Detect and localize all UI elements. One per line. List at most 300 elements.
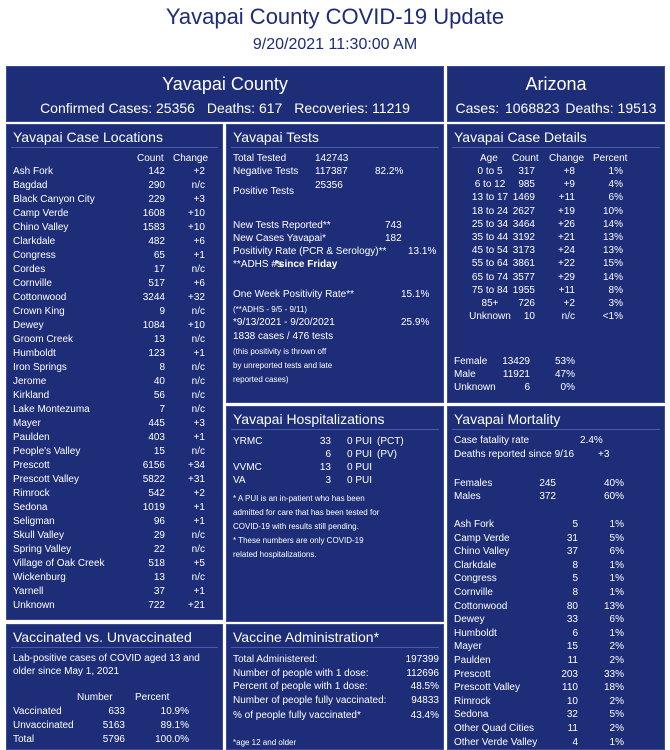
mort-location-count: 31 (566, 532, 578, 544)
location-count: 445 (148, 418, 165, 429)
new-cases-value: 182 (385, 233, 402, 244)
location-row (7, 585, 222, 599)
location-change: n/c (191, 180, 205, 191)
location-change: n/c (191, 530, 205, 541)
mort-location-name: Clarkdale (454, 559, 497, 571)
week-positivity-value: 15.1% (401, 289, 430, 300)
mort-sex-count: 245 (539, 478, 556, 489)
location-row (7, 529, 222, 543)
location-count: 17 (153, 264, 165, 275)
vaccine-admin-row (227, 667, 443, 681)
mort-location-count: 110 (562, 682, 578, 694)
location-count: 518 (148, 558, 165, 569)
cfr-row (448, 434, 664, 448)
sex-percent: 53% (554, 356, 575, 367)
age-row (448, 297, 664, 311)
location-name: Prescott Valley (13, 474, 79, 485)
location-row (7, 207, 222, 221)
location-change: n/c (191, 446, 205, 457)
mort-location-name: Chino Valley (454, 546, 510, 558)
location-count: 9 (159, 306, 165, 317)
deaths-since-label: Deaths reported since 9/16 (454, 449, 575, 460)
hospital-row (227, 474, 443, 488)
age-percent: 13% (602, 245, 623, 257)
location-name: Lake Montezuma (13, 404, 90, 415)
sex-count: 11921 (502, 369, 530, 380)
positivity-note-2 (227, 359, 443, 373)
mort-location-count: 80 (566, 600, 578, 612)
case-details-header (448, 152, 664, 166)
hospitalizations-title: Yavapai Hospitalizations (231, 407, 439, 430)
case-locations-header (7, 152, 222, 166)
mort-location-percent: 33% (603, 668, 624, 680)
age-count: 1469 (512, 192, 535, 204)
location-name: Rimrock (13, 488, 50, 499)
location-name: Yarnell (13, 586, 44, 597)
mort-location-count: 4 (572, 736, 578, 748)
col-number: Number (77, 692, 113, 703)
age-count: 3861 (512, 258, 535, 270)
age-row (448, 218, 664, 232)
location-change: +10 (188, 320, 205, 331)
mort-location-percent: 1% (609, 519, 624, 530)
hospital-pui: 0 PUI (347, 449, 373, 460)
location-name: Village of Oak Creek (13, 558, 105, 569)
location-change: +2 (193, 488, 205, 499)
location-count: 3244 (142, 292, 165, 303)
location-name: Camp Verde (13, 208, 69, 219)
adhs-note: **ADHS #s (233, 259, 282, 270)
location-row (7, 193, 222, 207)
mort-location-count: 11 (567, 723, 578, 734)
vax-vs-desc-text-2: older since May 1, 2021 (13, 666, 120, 677)
location-name: Cottonwood (13, 292, 67, 303)
new-tests-value: 743 (385, 220, 402, 231)
mortality-location-row (448, 708, 664, 722)
sex-row (448, 368, 664, 382)
mort-location-percent: 1% (609, 587, 624, 598)
location-count: 542 (148, 488, 165, 499)
new-tests-row (227, 219, 443, 233)
location-name: People's Valley (13, 446, 81, 457)
location-row (7, 333, 222, 347)
location-change: +1 (193, 586, 205, 597)
admin-label: Total Administered: (233, 654, 318, 665)
location-count: 8 (159, 362, 165, 373)
location-change: +10 (188, 208, 205, 219)
location-count: 65 (153, 250, 165, 261)
vax-vs-row (7, 719, 222, 733)
vax-vs-desc-2 (7, 665, 222, 679)
mort-sex-label: Females (454, 478, 493, 489)
mort-location-count: 32 (566, 709, 578, 721)
location-change: +5 (193, 558, 205, 569)
location-change: n/c (191, 376, 205, 387)
vax-vs-unvax-panel (6, 624, 223, 750)
location-name: Skull Valley (13, 530, 64, 541)
week-range: (**ADHS - 9/5 - 9/11) (233, 305, 308, 314)
age-count: 2627 (512, 205, 535, 217)
mortality-location-row (448, 668, 664, 682)
positivity-note-text-1: (this positivity is thrown off (233, 347, 327, 356)
county-totals (7, 99, 443, 117)
new-tests-label: New Tests Reported** (233, 220, 331, 231)
vax-status: Vaccinated (13, 706, 62, 717)
vax-vs-header (7, 691, 222, 705)
location-name: Mayer (13, 418, 41, 429)
location-count: 1019 (142, 502, 165, 513)
mort-location-name: Paulden (454, 655, 491, 666)
positivity-rate-label: Positivity Rate (PCR & Serology)** (233, 246, 387, 257)
hospital-count: 33 (319, 436, 331, 447)
case-details-title: Yavapai Case Details (452, 125, 660, 148)
col-change: Change (173, 153, 209, 164)
age-change: +11 (558, 192, 575, 204)
page-title: Yavapai County COVID-19 Update (165, 4, 505, 29)
admin-label: % of people fully vaccinated* (233, 710, 361, 721)
location-name: Crown King (13, 306, 65, 317)
admin-label: Number of people fully vaccinated: (233, 694, 387, 706)
location-row (7, 417, 222, 431)
location-name: Chino Valley (13, 222, 69, 233)
mortality-location-row (448, 559, 664, 573)
location-count: 56 (153, 390, 165, 401)
age-count: 3173 (512, 245, 535, 257)
sex-percent: 0% (560, 382, 575, 393)
total-tested-row (227, 152, 443, 166)
positivity-note-1 (227, 345, 443, 359)
hospital-name: VVMC (233, 462, 262, 473)
mortality-location-row (448, 572, 664, 586)
pui-note-3 (227, 520, 443, 534)
week-range-row (227, 303, 443, 317)
mort-location-name: Dewey (454, 614, 485, 626)
admin-value: 197399 (405, 654, 439, 665)
location-row (7, 557, 222, 571)
location-name: Prescott (13, 460, 50, 471)
negative-tests-label: Negative Tests (233, 166, 299, 177)
location-row (7, 319, 222, 333)
mort-location-name: Camp Verde (454, 532, 510, 544)
location-row (7, 515, 222, 529)
deaths-label: Deaths: (206, 100, 256, 116)
location-change: +1 (193, 432, 205, 443)
age-count: 10 (523, 311, 535, 323)
location-count: 482 (148, 236, 165, 247)
location-change: n/c (191, 572, 205, 583)
new-cases-label: New Cases Yavapai* (233, 233, 327, 244)
sex-count: 13429 (502, 356, 530, 367)
mort-location-name: Other Quad Cities (454, 723, 535, 734)
location-name: Humboldt (13, 348, 56, 359)
vax-number: 5796 (102, 734, 125, 745)
confirmed-label: Confirmed Cases: (40, 100, 153, 116)
vax-number: 633 (108, 706, 125, 717)
mort-location-name: Cottonwood (454, 600, 508, 612)
state-deaths-value: 19513 (617, 100, 657, 116)
admin-label: Number of people with 1 dose: (233, 667, 369, 679)
location-row (7, 179, 222, 193)
deaths-value: 617 (258, 100, 283, 116)
location-change: n/c (191, 334, 205, 345)
vax-percent: 10.9% (160, 706, 189, 717)
vax-number: 5163 (102, 720, 125, 731)
location-name: Sedona (13, 502, 48, 513)
age-change: +26 (558, 218, 575, 230)
age-change: +29 (558, 271, 575, 283)
location-name: Iron Springs (13, 362, 67, 373)
location-change: +10 (188, 222, 205, 233)
age-change: +24 (558, 245, 575, 257)
hospital-count: 13 (319, 462, 331, 473)
location-name: Ash Fork (13, 166, 54, 177)
age-percent: 6% (608, 192, 623, 204)
week-positivity-label: One Week Positivity Rate** (233, 289, 354, 300)
location-count: 229 (148, 194, 165, 205)
state-name: Arizona (525, 74, 587, 94)
since-friday-note: *since Friday (275, 259, 338, 270)
vax-status: Total (13, 734, 35, 745)
state-cases-label: Cases: (455, 100, 500, 116)
location-row (7, 347, 222, 361)
sex-label: Unknown (454, 382, 496, 393)
mortality-location-row (448, 600, 664, 614)
location-count: 1608 (142, 208, 165, 219)
location-row (7, 543, 222, 557)
mort-location-count: 203 (561, 668, 578, 680)
vax-vs-row (7, 705, 222, 719)
hospital-pui: 0 PUI (347, 475, 373, 486)
negative-tests-row (227, 165, 443, 179)
state-summary-panel (447, 66, 665, 122)
age-count: 3464 (512, 218, 535, 230)
location-row (7, 375, 222, 389)
location-row (7, 403, 222, 417)
vax-percent: 100.0% (155, 734, 189, 745)
vax-vs-unvax-title: Vaccinated vs. Unvaccinated (11, 625, 218, 648)
age-count: 1955 (512, 284, 535, 296)
age-percent: 10% (602, 205, 623, 217)
vaccine-admin-row (227, 653, 443, 667)
mort-location-count: 6 (572, 627, 578, 639)
mort-location-name: Humboldt (454, 627, 497, 639)
location-change: +3 (193, 418, 205, 429)
age-percent: <1% (602, 311, 623, 323)
update-datetime: 9/20/2021 11:30:00 AM (252, 36, 418, 53)
age-range: 45 to 54 (471, 245, 509, 257)
total-tested-label: Total Tested (233, 153, 287, 164)
mort-location-name: Prescott (454, 668, 491, 680)
range2-row (227, 316, 443, 330)
location-change: +1 (193, 250, 205, 261)
location-row (7, 431, 222, 445)
age-range: Unknown (469, 311, 511, 323)
county-summary-panel (6, 66, 444, 122)
location-change: +6 (193, 278, 205, 289)
location-row (7, 221, 222, 235)
age-change: +11 (558, 284, 575, 296)
age-range: 25 to 34 (471, 218, 509, 230)
mort-location-percent: 2% (609, 695, 624, 707)
location-count: 29 (153, 530, 165, 541)
location-count: 13 (153, 334, 165, 345)
mort-location-percent: 6% (609, 546, 624, 558)
location-row (7, 277, 222, 291)
hospital-row (227, 461, 443, 475)
hospital-row (227, 448, 443, 462)
adhs-note-row (227, 258, 443, 272)
age-change: +19 (558, 205, 575, 217)
mort-location-percent: 5% (609, 532, 624, 544)
mort-location-count: 8 (572, 559, 578, 571)
location-change: +1 (193, 348, 205, 359)
vaccine-admin-row (227, 694, 443, 708)
mortality-sex-row (448, 477, 664, 491)
location-name: Seligman (13, 516, 55, 527)
mort-sex-percent: 60% (603, 491, 624, 502)
case-locations-title: Yavapai Case Locations (11, 125, 218, 148)
location-row (7, 571, 222, 585)
col-count: Count (512, 153, 539, 164)
location-count: 37 (153, 586, 165, 597)
county-name: Yavapai County (162, 74, 288, 94)
age-row (448, 310, 664, 324)
age-percent: 3% (608, 298, 623, 309)
confirmed-value: 25356 (156, 100, 195, 116)
hospital-name: VA (233, 475, 246, 486)
location-change: n/c (191, 404, 205, 415)
positivity-rate-row (227, 245, 443, 259)
age-change: +8 (563, 166, 575, 177)
pui-note-text-4: * These numbers are only COVID-19 (233, 536, 364, 545)
location-count: 5822 (142, 474, 165, 485)
age-change: +2 (563, 298, 575, 309)
vax-percent: 89.1% (160, 720, 189, 731)
mort-location-name: Other Verde Valley (454, 736, 538, 748)
location-change: n/c (191, 362, 205, 373)
positivity-note-text-2: by unreported tests and late (233, 361, 333, 370)
header (0, 0, 670, 64)
col-change: Change (549, 153, 585, 164)
case-locations-panel (6, 124, 223, 620)
sex-row (448, 355, 664, 369)
location-change: +21 (188, 600, 205, 611)
location-name: Bagdad (13, 180, 48, 191)
location-count: 290 (148, 180, 165, 191)
mort-location-name: Mayer (454, 641, 482, 653)
deaths-since-row (448, 448, 664, 462)
location-count: 517 (148, 278, 165, 289)
location-name: Kirkland (13, 390, 50, 401)
sex-label: Female (454, 356, 488, 367)
location-name: Jerome (13, 376, 47, 387)
hospital-pui: 0 PUI (347, 436, 373, 447)
mort-location-percent: 13% (603, 600, 624, 612)
vax-status: Unvaccinated (13, 720, 74, 731)
tests-title: Yavapai Tests (231, 125, 439, 148)
cfr-value: 2.4% (580, 435, 603, 446)
range2-rate: 25.9% (401, 317, 430, 328)
location-change: n/c (191, 544, 205, 555)
age-percent: 14% (602, 218, 623, 230)
age-percent: 14% (602, 271, 623, 283)
mort-location-percent: 1% (609, 573, 624, 585)
mort-location-count: 33 (566, 614, 578, 626)
range2-counts-row (227, 330, 443, 344)
age-change: +9 (563, 179, 575, 191)
location-row (7, 599, 222, 613)
age-range: 75 to 84 (471, 284, 509, 296)
mort-location-percent: 5% (609, 709, 624, 721)
mort-sex-percent: 40% (603, 478, 624, 489)
location-name: Dewey (13, 320, 44, 331)
week-positivity-row (227, 288, 443, 302)
mort-location-count: 8 (572, 587, 578, 598)
location-row (7, 445, 222, 459)
age-count: 317 (518, 166, 535, 177)
age-count: 3577 (512, 271, 535, 283)
positive-tests-row (227, 180, 443, 199)
location-change: +31 (188, 474, 205, 485)
mort-location-percent: 6% (609, 614, 624, 626)
location-name: Cornville (13, 278, 52, 289)
mort-location-count: 37 (566, 546, 578, 558)
hospital-pui: 0 PUI (347, 462, 373, 473)
col-count: Count (137, 153, 164, 164)
pui-note-4 (227, 534, 443, 548)
age-row (448, 244, 664, 258)
admin-label: Percent of people with 1 dose: (233, 681, 368, 692)
age-range: 18 to 24 (471, 205, 509, 217)
mort-location-count: 15 (566, 641, 578, 653)
mortality-location-row (448, 586, 664, 600)
location-count: 1084 (142, 320, 165, 331)
vaccine-admin-panel (226, 624, 444, 750)
mortality-location-row (448, 654, 664, 668)
age-row (448, 284, 664, 298)
location-name: Black Canyon City (13, 194, 95, 205)
location-change: +2 (193, 166, 205, 177)
cfr-label: Case fatality rate (454, 435, 530, 446)
mortality-panel (447, 406, 665, 750)
mortality-location-row (448, 518, 664, 532)
location-name: Wickenburg (13, 572, 66, 583)
location-change: +34 (188, 460, 205, 471)
mortality-location-row (448, 627, 664, 641)
age-note-text: *age 12 and older (233, 738, 297, 747)
admin-value: 43.4% (410, 710, 439, 721)
location-name: Spring Valley (13, 544, 72, 555)
location-name: Cordes (13, 264, 46, 275)
location-row (7, 291, 222, 305)
col-percent: Percent (593, 153, 628, 164)
mort-location-percent: 1% (609, 559, 624, 571)
age-row (448, 257, 664, 271)
mortality-location-row (448, 613, 664, 627)
state-cases-value: 1068823 (504, 100, 560, 116)
vaccine-admin-row (227, 680, 443, 694)
age-count: 3192 (512, 232, 535, 243)
pui-note-5 (227, 548, 443, 562)
location-row (7, 501, 222, 515)
mort-sex-label: Males (454, 491, 481, 502)
new-cases-row (227, 232, 443, 246)
range2-label: *9/13/2021 - 9/20/2021 (233, 317, 335, 328)
location-row (7, 235, 222, 249)
location-row (7, 165, 222, 179)
location-count: 1583 (142, 222, 165, 233)
positivity-note-text-3: reported cases) (233, 375, 289, 384)
